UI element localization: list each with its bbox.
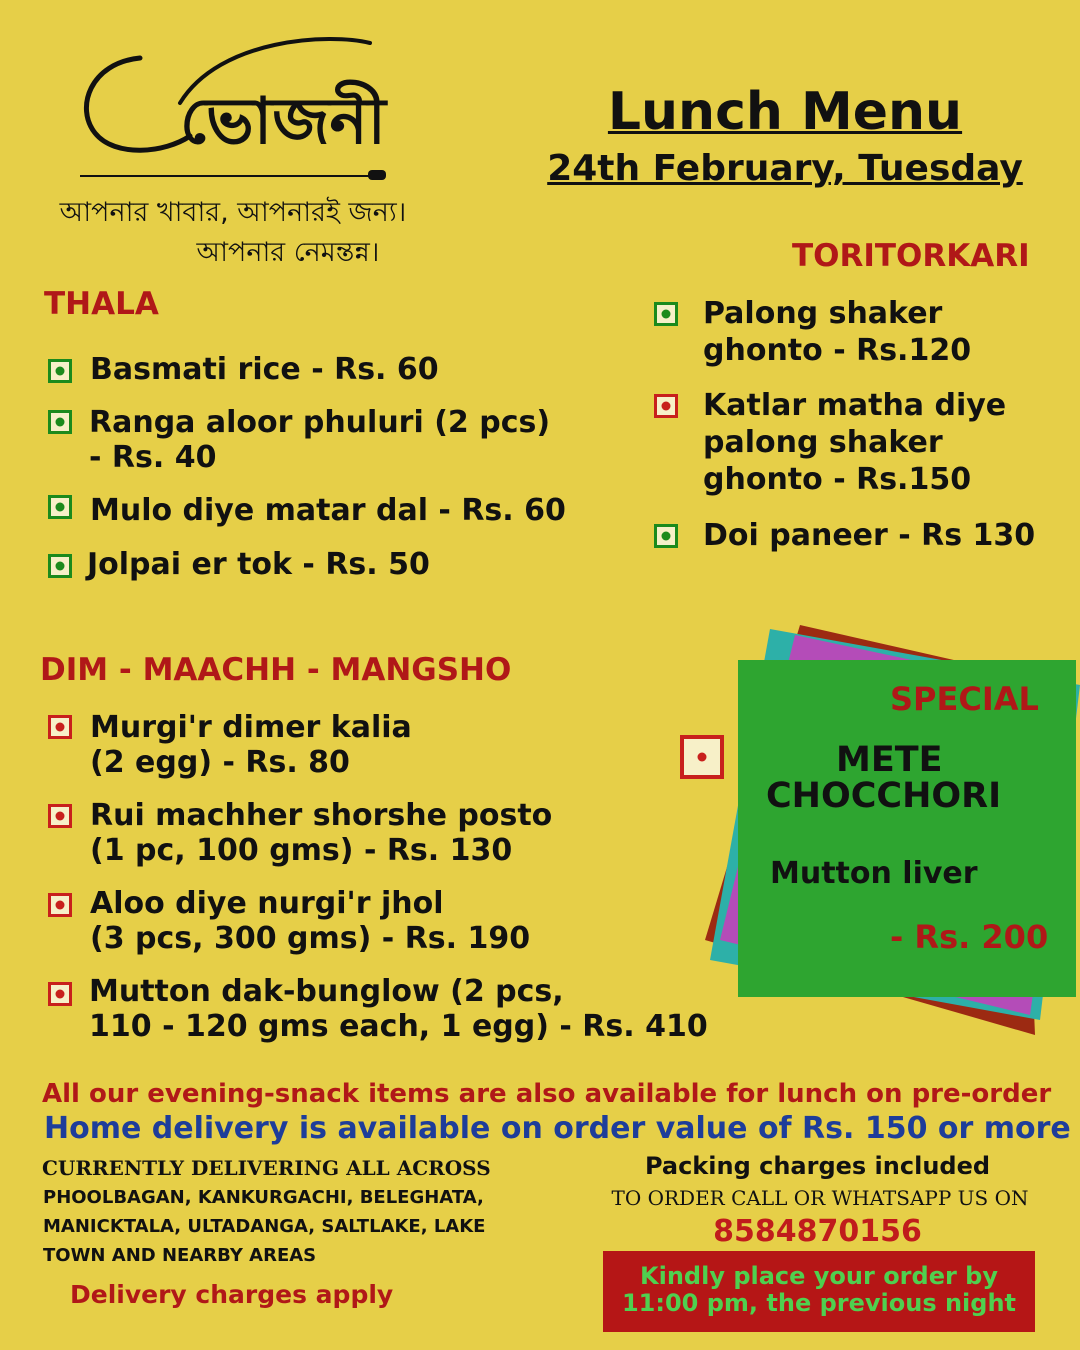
nonveg-item-line2: 110 - 120 gms each, 1 egg) - Rs. 410 [89, 1009, 708, 1044]
thala-item: Basmati rice - Rs. 60 [90, 352, 439, 387]
thala-item: Ranga aloor phuluri (2 pcs) [89, 405, 551, 440]
special-heading: SPECIAL [890, 680, 1039, 718]
areas-line-1: PHOOLBAGAN, KANKURGACHI, BELEGHATA, [43, 1187, 484, 1208]
delivery-note: Home delivery is available on order value of Rs. 150 or more [44, 1111, 1071, 1146]
veg-icon [654, 524, 678, 548]
delivery-charges: Delivery charges apply [70, 1280, 394, 1309]
veg-icon [654, 302, 678, 326]
nonveg-icon [680, 735, 724, 779]
nonveg-item: Murgi'r dimer kalia [90, 710, 412, 745]
toritorkari-item: Katlar matha diye [703, 388, 1007, 423]
tagline-1: আপনার খাবার, আপনারই জন্য। [59, 197, 407, 228]
toritorkari-heading: TORITORKARI [792, 238, 1030, 274]
nonveg-item: Mutton dak-bunglow (2 pcs, [89, 974, 564, 1009]
phone-number[interactable]: 8584870156 [713, 1214, 922, 1249]
menu-date: 24th February, Tuesday [547, 148, 1023, 189]
preorder-note: All our evening-snack items are also available for lunch on pre-order [42, 1079, 1052, 1109]
veg-icon [48, 359, 72, 383]
veg-icon [48, 554, 72, 578]
toritorkari-item: Palong shaker [703, 296, 943, 331]
nonveg-icon [48, 893, 72, 917]
page-title: Lunch Menu [607, 82, 963, 142]
packing-note: Packing charges included [644, 1152, 991, 1180]
order-deadline-line2: 11:00 pm, the previous night [621, 1289, 1017, 1317]
thala-heading: THALA [44, 286, 159, 322]
nonveg-item-line2: (3 pcs, 300 gms) - Rs. 190 [90, 921, 531, 956]
veg-icon [48, 495, 72, 519]
special-price: - Rs. 200 [890, 918, 1049, 956]
dim-maachh-mangsho-heading: DIM - MAACHH - MANGSHO [40, 652, 512, 688]
tagline-2: আপনার নেমন্তন্ন। [196, 237, 380, 268]
toritorkari-item-line3: ghonto - Rs.150 [703, 462, 972, 497]
order-deadline-line1: Kindly place your order by [640, 1262, 998, 1290]
special-name-line1: METE [836, 740, 943, 780]
nonveg-icon [48, 982, 72, 1006]
areas-line-2: MANICKTALA, ULTADANGA, SALTLAKE, LAKE [43, 1216, 486, 1237]
thala-item-line2: - Rs. 40 [89, 440, 217, 475]
order-call-note: TO ORDER CALL OR WHATSAPP US ON [611, 1186, 1029, 1210]
toritorkari-item: Doi paneer - Rs 130 [703, 518, 1036, 553]
veg-icon [48, 410, 72, 434]
thala-item: Jolpai er tok - Rs. 50 [87, 547, 430, 582]
areas-line-3: TOWN AND NEARBY AREAS [43, 1245, 317, 1266]
nonveg-item-line2: (1 pc, 100 gms) - Rs. 130 [90, 833, 513, 868]
nonveg-icon [654, 394, 678, 418]
nonveg-item: Aloo diye nurgi'r jhol [90, 886, 444, 921]
nonveg-icon [48, 804, 72, 828]
nonveg-icon [48, 715, 72, 739]
nonveg-item-line2: (2 egg) - Rs. 80 [90, 745, 350, 780]
nonveg-item: Rui machher shorshe posto [90, 798, 553, 833]
logo-text: ভোজনী [180, 85, 386, 159]
thala-item: Mulo diye matar dal - Rs. 60 [90, 493, 566, 528]
special-description: Mutton liver [770, 856, 978, 891]
toritorkari-item-line2: ghonto - Rs.120 [703, 333, 972, 368]
delivering-heading: CURRENTLY DELIVERING ALL ACROSS [42, 1156, 491, 1180]
brand-logo [70, 18, 400, 188]
special-name-line2: CHOCCHORI [766, 776, 1002, 816]
toritorkari-item-line2: palong shaker [703, 425, 943, 460]
